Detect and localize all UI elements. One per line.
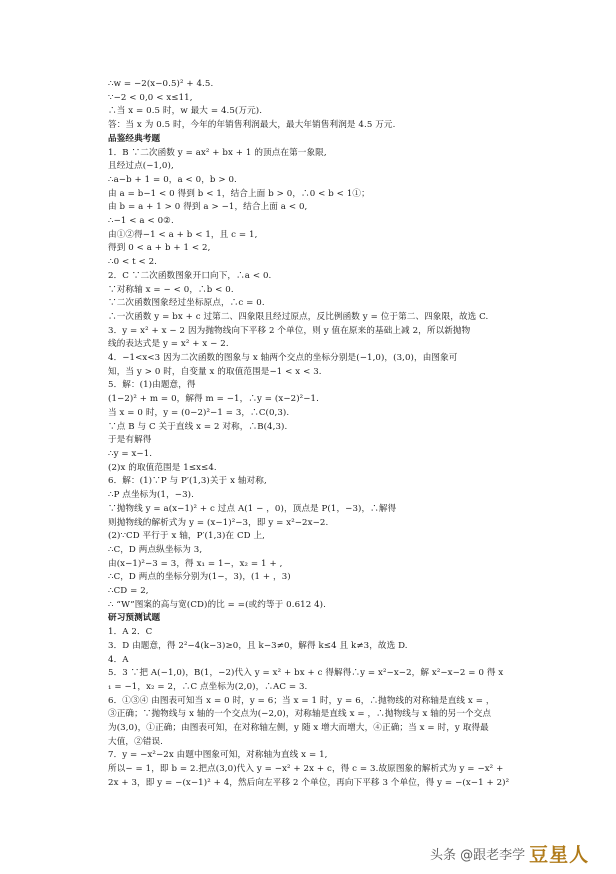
text-line: 线的表达式是 y = x² + x − 2. — [108, 339, 229, 350]
text-line: 6．解：(1)∵P 与 P′(1,3)关于 x 轴对称, — [108, 476, 267, 487]
text-line: ∵抛物线 y = a(x−1)² + c 过点 A(1 − ，0)，顶点是 P(1，−3)，∴解得 — [108, 503, 397, 514]
text-line: 5．3 ∵把 A(−1,0)，B(1，−2)代入 y = x² + bx + c 得解得∴y = x²−x−2，解 x²−x−2 = 0 得 x — [108, 668, 504, 679]
text-line: 且经过点(−1,0), — [108, 161, 174, 172]
text-line: ∴0 < t < 2. — [108, 257, 158, 268]
section-heading-practice-problems: 研习预测试题 — [108, 613, 161, 624]
text-line: 3．D 由题意，得 2²−4(k−3)≥0，且 k−3≠0，解得 k≤4 且 k≠3，故选 D. — [108, 640, 408, 651]
text-line: 5．解：(1)由题意，得 — [108, 380, 196, 391]
text-line: 6．①③④ 由图表可知当 x = 0 时，y = 6；当 x = 1 时，y = 6，∴抛物线的对称轴是直线 x = ， — [108, 695, 495, 706]
text-line: ∴CD = 2, — [108, 586, 149, 597]
text-line: ∵点 B 与 C 关于直线 x = 2 对称，∴B(4,3). — [108, 421, 288, 432]
text-line: ∴ “W”图案的高与宽(CD)的比 = =(或约等于 0.612 4). — [108, 599, 326, 610]
text-line: 知，当 y > 0 时，自变量 x 的取值范围是−1 < x < 3. — [108, 366, 322, 377]
text-line: ∵−2 < 0,0 < x≤11, — [108, 92, 193, 103]
text-line: ∴C，D 两点纵坐标为 3, — [108, 544, 203, 555]
text-line: ∴P 点坐标为(1，−3). — [108, 490, 194, 501]
text-line: ③正确；∵抛物线与 x 轴的一个交点为(−2,0)，对称轴是直线 x = ，∴抛物线与 x 轴的另一个交点 — [108, 709, 492, 720]
text-line: (1−2)² + m = 0，解得 m = −1，∴y = (x−2)²−1. — [108, 394, 319, 405]
watermark — [430, 840, 589, 866]
text-line: 由 a = b−1 < 0 得到 b < 1，结合上面 b > 0，∴0 < b < 1①； — [108, 188, 370, 199]
text-line: ∴y = x−1. — [108, 448, 153, 459]
text-line: 由(x−1)²−3 = 3，得 x₁ = 1−，x₂ = 1 + , — [108, 558, 283, 569]
text-line: 4．A — [108, 654, 129, 665]
watermark-logo: 豆星人 — [529, 843, 590, 866]
text-line: 为(3,0)，①正确；由图表可知，在对称轴左侧，y 随 x 增大而增大，④正确；当 x = 时，y 取得最 — [108, 723, 489, 734]
text-line: 7．y = −x²−2x 由题中图象可知，对称轴为直线 x = 1, — [108, 750, 328, 761]
text-line: 由 b = a + 1 > 0 得到 a > −1，结合上面 a < 0, — [108, 202, 308, 213]
text-line: 由①②得−1 < a + b < 1，且 c = 1, — [108, 229, 258, 240]
text-line: 2．C ∵二次函数图象开口向下，∴a < 0. — [108, 270, 272, 281]
text-line: ∴a−b + 1 = 0，a < 0，b > 0. — [108, 174, 237, 185]
text-line: 则抛物线的解析式为 y = (x−1)²−3，即 y = x²−2x−2. — [108, 517, 329, 528]
text-line: (2)∵CD 平行于 x 轴，P′(1,3)在 CD 上, — [108, 531, 265, 542]
text-line: 2x + 3，即 y = −(x−1)² + 4，然后向左平移 2 个单位，再向下平移 3 个单位，得 y = −(x−1 + 2)² — [108, 777, 510, 788]
text-line: ₁ = −1，x₂ = 2，∴C 点坐标为(2,0)，∴AC = 3. — [108, 681, 308, 692]
text-line: ∴C，D 两点的坐标分别为(1−，3)，(1 + ，3) — [108, 572, 291, 583]
text-line: 大值，②错误. — [108, 736, 163, 747]
text-line: ∴−1 < a < 0②. — [108, 216, 174, 227]
text-line: 1．B ∵二次函数 y = ax² + bx + 1 的顶点在第一象限, — [108, 147, 327, 158]
text-line: 所以− = 1，即 b = 2.把点(3,0)代入 y = −x² + 2x + c，得 c = 3.故原图象的解析式为 y = −x² + — [108, 764, 504, 775]
text-line: ∴w = −2(x−0.5)² + 4.5. — [108, 79, 214, 89]
text-line: (2)x 的取值范围是 1≤x≤4. — [108, 462, 217, 473]
section-heading-classic-problems: 品鉴经典考题 — [108, 133, 161, 144]
text-line: ∴当 x = 0.5 时，w 最大 = 4.5(万元). — [108, 106, 263, 117]
text-line: 1．A 2．C — [108, 627, 153, 638]
text-line: 4．−1<x<3 因为二次函数的图象与 x 轴两个交点的坐标分别是(−1,0)，(3,0)，由图象可 — [108, 353, 458, 364]
text-line: 答：当 x 为 0.5 时，今年的年销售利润最大，最大年销售利润是 4.5 万元. — [108, 120, 396, 131]
text-line: 于是有解得 — [108, 435, 152, 446]
text-line: 当 x = 0 时，y = (0−2)²−1 = 3，∴C(0,3). — [108, 407, 290, 418]
text-line: ∵二次函数图象经过坐标原点，∴c = 0. — [108, 298, 265, 309]
text-line: 得到 0 < a + b + 1 < 2, — [108, 243, 211, 254]
text-line: ∵对称轴 x = − < 0，∴b < 0. — [108, 284, 234, 295]
text-line: 3．y = x² + x − 2 因为抛物线向下平移 2 个单位，则 y 值在原来的基础上减 2，所以新抛物 — [108, 325, 471, 336]
document-body — [108, 78, 538, 791]
text-line: ∴一次函数 y = bx + c 过第二、四象限且经过原点，反比例函数 y = 位于第二、四象限，故选 C. — [108, 311, 489, 322]
watermark-source-text: 头条 @跟老李学 — [430, 847, 526, 863]
